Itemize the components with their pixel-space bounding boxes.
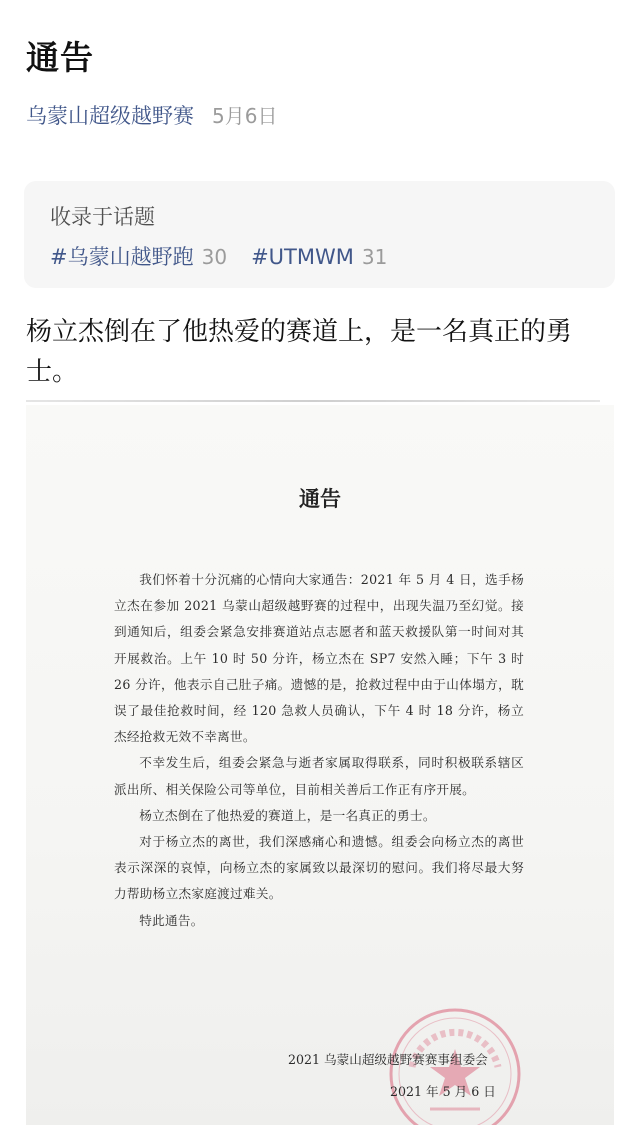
document-signer: 2021 乌蒙山超级越野赛赛事组委会 <box>288 1052 488 1067</box>
topic-tag-name: #乌蒙山越野跑 <box>50 245 194 269</box>
topic-tag-count: 30 <box>201 245 228 269</box>
topic-tag-name: #UTMWM <box>251 245 354 269</box>
document-paragraph: 杨立杰倒在了他热爱的赛道上，是一名真正的勇士。 <box>139 807 436 823</box>
document-paragraph: 特此通告。 <box>139 912 204 928</box>
document-date: 2021 年 5 月 6 日 <box>390 1084 496 1099</box>
publish-date: 5月6日 <box>212 104 278 128</box>
document-title: 通告 <box>299 487 341 511</box>
document-paragraph: 不幸发生后，组委会紧急与逝者家属取得联系，同时积极联系辖区派出所、相关保险公司等单位，目前相关善后工作正有序开展。 <box>114 755 524 797</box>
topic-tags <box>50 241 411 271</box>
article-title: 通告 <box>26 38 94 77</box>
topic-tag-utmwm[interactable] <box>251 245 387 269</box>
topic-tag-count: 31 <box>361 245 388 269</box>
document-paragraph: 我们怀着十分沉痛的心情向大家通告：2021 年 5 月 4 日，选手杨立杰在参加 2021 乌蒙山超级越野赛的过程中，出现失温乃至幻觉。接到通知后，组委会紧急安排赛道站点志愿者和蓝天救援队第一时间对其开展救治。上午 10 时 50 分许，杨立杰在 SP7 安然入睡；下午 3 时 26 分许，他表示自己肚子痛。遗憾的是，抢救过程中由于山体塌方，耽误了最佳抢救时间，经 120 急救人员确认，下午 4 时 18 分许，杨立杰经抢救无效不幸离世。 <box>114 572 524 745</box>
notice-document-image[interactable] <box>26 405 614 1125</box>
account-name-link[interactable]: 乌蒙山超级越野赛 <box>26 104 194 128</box>
document-body <box>114 567 524 934</box>
topic-collection-box <box>24 181 615 288</box>
topic-tag-wumengshan[interactable] <box>50 241 227 271</box>
lead-paragraph: 杨立杰倒在了他热爱的赛道上，是一名真正的勇士。 <box>26 317 573 387</box>
article-meta <box>26 100 277 130</box>
divider <box>26 400 600 402</box>
topic-collection-label: 收录于话题 <box>50 205 155 229</box>
document-paragraph: 对于杨立杰的离世，我们深感痛心和遗憾。组委会向杨立杰的离世表示深深的哀悼，向杨立杰的家属致以最深切的慰问。我们将尽最大努力帮助杨立杰家庭渡过难关。 <box>114 834 524 902</box>
